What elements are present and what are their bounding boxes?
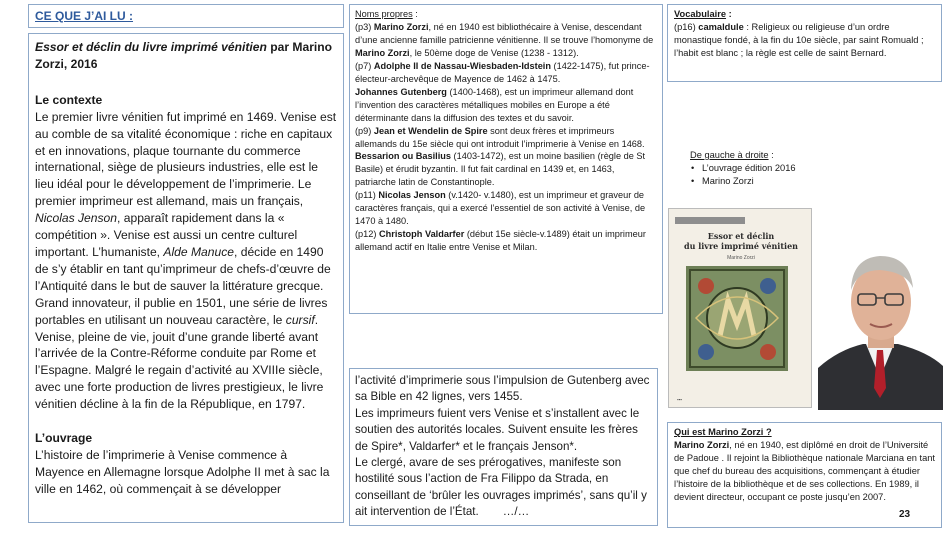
cover-band	[675, 217, 745, 224]
proper-names-box	[349, 4, 663, 314]
caption-list	[690, 162, 870, 188]
context-name-manuce: Alde Manuce	[163, 244, 234, 259]
cover-author: Marino Zorzi	[727, 255, 755, 261]
book-cover-image	[668, 208, 812, 408]
section-title: CE QUE J’AI LU :	[35, 9, 134, 23]
entry-text: (v.1420- v.1480), est un imprimeur et graveur de caractères français, qui a exercé l’essentiel de son activité à Venise, de 1470 à 1480.	[355, 190, 646, 227]
names-entry	[355, 60, 657, 86]
names-heading	[355, 8, 657, 21]
vocab-ref: (p16)	[674, 22, 699, 32]
entry-ref: (p7)	[355, 60, 374, 71]
entry-name: Christoph Valdarfer	[379, 229, 465, 240]
entry-text: (1400-1468), est un imprimeur allemand dont l’invention des caractères métalliques mobiles en Europe a été déterminante dans la diffusion des textes et du savoir.	[355, 86, 634, 123]
vocab-title-colon: :	[726, 9, 732, 19]
cover-title-line: du livre imprimé vénitien	[684, 241, 798, 251]
entry-name: Bessarion ou Basilius	[355, 151, 451, 162]
portrait-photo	[818, 238, 943, 410]
entry-text: (début 15e siècle-v.1489) était un imprimeur allemand actif en Italie entre Venise et Milan.	[355, 229, 646, 253]
entry-text: (1403-1472), est un moine basilien (règle de St Basile) et érudit byzantin. Il fut fait cardinal en 1439 et, en 1463, patriarche latin de Constantinople.	[355, 151, 646, 188]
entry-text: (1422-1475), fut prince-électeur-archevêque de Mayence de 1462 à 1475.	[355, 60, 650, 84]
who-text	[674, 439, 935, 504]
caption-title: De gauche à droite	[690, 150, 769, 160]
vocab-title: Vocabulaire	[674, 9, 727, 19]
vocabulary-box	[667, 4, 942, 82]
continuation-box	[349, 368, 658, 526]
entry-name: Marino Zorzi	[355, 47, 410, 58]
who-title: Qui est Marino Zorzi ?	[674, 427, 772, 437]
continuation-text: Le clergé, avare de ses prérogatives, manifeste son hostilité sous l’action de Fra Filippo da Strada, en conseillant de ‘brûler les ouvrages imprimés’, sans qu’il y ait intervention de l’État.	[355, 456, 647, 519]
vocab-entry	[674, 21, 935, 60]
book-title-italic: Essor et déclin du livre imprimé vénitien	[35, 40, 267, 54]
vocab-term: camaldule	[698, 22, 744, 32]
context-text-3: , décide en 1490 de s’y établir en tant qu’imprimeur de chefs-d’œuvre de l’Antiquité dans le but de sauver la littérature grecque. Grand innovateur, il publie en 1501, une série de livres portables en utilisant un nouveau caractère, le	[35, 244, 331, 327]
entry-ref: (p3)	[355, 21, 374, 32]
names-entry	[355, 150, 657, 189]
entry-text: sont deux frères et imprimeurs allemands du 15e siècle qui ont introduit l’imprimerie à Venise en 1468.	[355, 125, 645, 149]
names-entry	[355, 86, 657, 125]
book-title	[35, 39, 338, 73]
names-title: Noms propres	[355, 9, 413, 19]
context-text-2: , apparaît rapidement dans la « compétition ». Venise est aussi un centre culturel important. L’humaniste,	[35, 211, 298, 259]
vocab-definition: : Religieux ou religieuse d’un ordre monastique fondé, à la fin du 10e siècle, par saint Romuald ; l’habit est blanc ; la règle est celle de saint Bernard.	[674, 22, 924, 58]
page-number: 23	[899, 509, 911, 520]
entry-name: Nicolas Jenson	[378, 190, 446, 201]
main-text-box	[28, 33, 344, 523]
entry-text: , le 50ème doge de Venise (1238 - 1312).	[409, 47, 579, 58]
work-paragraph: L’histoire de l’imprimerie à Venise commence à Mayence en Allemagne lorsque Adolphe II met à sac la ville en 1462, où commençait à se développer	[35, 447, 330, 496]
names-title-colon: :	[412, 9, 418, 19]
context-paragraph	[35, 109, 338, 413]
continuation-paragraph	[355, 455, 652, 521]
work-heading: L’ouvrage	[35, 430, 93, 445]
who-description: , né en 1940, est diplômé en droit de l’Université de Padoue . Il rejoint la Bibliothèque nationale Marciana en tant que chef du bureau des acquisitions, commençant à étudier l’histoire de la bibliothèque et de ses collections. En 1989, il devient directeur, occupant ce poste jusqu’en 2007.	[674, 440, 936, 503]
header-box	[28, 4, 344, 28]
cover-publisher-mark: ▪▪▪	[677, 397, 682, 402]
book-author: par Marino Zorzi, 2016	[35, 40, 333, 71]
context-text-1: Le premier livre vénitien fut imprimé en 1469. Venise est au comble de sa vitalité économique : riche en capitaux et en innovations, plaque tournante du commerce international, siège de plusieurs industries, elle est le lieu idéal pour le développement de l’imprimerie. Le premier imprimeur est allemand, mais un français,	[35, 109, 337, 209]
caption-item: • Marino Zorzi	[690, 175, 870, 188]
entry-ref: (p12)	[355, 229, 380, 240]
caption-item: • L’ouvrage édition 2016	[690, 162, 870, 175]
entry-ref: (p11)	[355, 190, 379, 201]
names-entry	[355, 189, 657, 228]
names-entry	[355, 21, 657, 60]
continued-marker: …/…	[502, 505, 530, 519]
vocab-heading	[674, 8, 935, 21]
context-name-jenson: Nicolas Jenson	[35, 211, 118, 226]
continuation-paragraph: l’activité d’imprimerie sous l’impulsion de Gutenberg avec sa Bible en 42 lignes, vers 1455.	[355, 374, 650, 404]
entry-ref: (p9)	[355, 125, 374, 136]
names-entry	[355, 125, 657, 151]
image-caption	[690, 149, 870, 188]
caption-heading	[690, 149, 870, 162]
context-term-cursif: cursif	[285, 312, 315, 327]
cover-title-line: Essor et déclin	[707, 231, 775, 241]
context-text-4: . Venise, pleine de vie, jouit d’une grande liberté avant l’arrivée de la Contre-Réforme conduite par Rome et l’Espagne. Malgré le regain d’activité au XVIIIe siècle, avec une forte production de livres prestigieux, le livre vénitien décline à la fin de la République, en 1797.	[35, 312, 324, 412]
cover-title	[669, 231, 812, 251]
context-heading: Le contexte	[35, 92, 103, 107]
who-name: Marino Zorzi	[674, 440, 730, 451]
entry-name: Adolphe II de Nassau-Wiesbaden-Idstein	[373, 60, 551, 71]
entry-name: Jean et Wendelin de Spire	[373, 125, 488, 136]
who-heading	[674, 426, 935, 439]
entry-name: Johannes Gutenberg	[355, 86, 447, 97]
names-entry	[355, 228, 657, 254]
entry-name: Marino Zorzi	[373, 21, 429, 32]
cover-illumination	[686, 266, 788, 371]
caption-title-colon: :	[768, 150, 774, 160]
continuation-paragraph: Les imprimeurs fuient vers Venise et s’installent avec le soutien des autorités locales. Suivent ensuite les frères de Spire*, Valdarfer* et le français Jenson*.	[355, 406, 640, 453]
entry-text: , né en 1940 est bibliothécaire à Venise, descendant d’une ancienne famille patricienne vénitienne. Il se trouve l’homonyme de	[355, 21, 654, 45]
